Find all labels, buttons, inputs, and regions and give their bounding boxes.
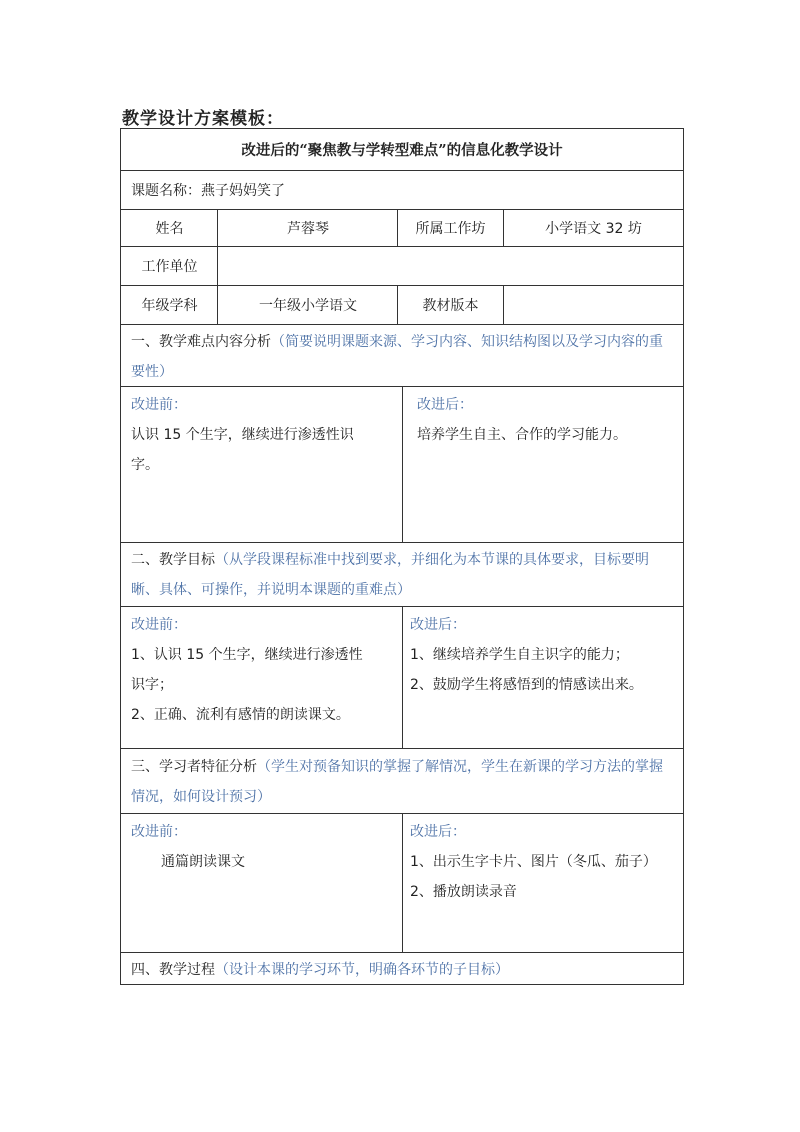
unit-row <box>120 246 684 286</box>
section-2-heading: 二、教学目标 <box>131 552 215 568</box>
table-title-row <box>120 128 684 171</box>
unit-label: 工作单位 <box>141 259 198 275</box>
grade-label: 年级学科 <box>141 298 198 314</box>
section-2-before-label: 改进前： <box>131 617 187 633</box>
section-1-before-line: 字。 <box>131 457 159 473</box>
section-1-before-line: 认识 15 个生字，继续进行渗透性识 <box>131 427 354 443</box>
course-row <box>120 170 684 210</box>
section-1-before-label: 改进前： <box>131 397 187 413</box>
course-value: 燕子妈妈笑了 <box>201 183 285 199</box>
grade-row <box>120 285 684 325</box>
section-4-heading-row <box>120 952 684 985</box>
section-2-after-label: 改进后： <box>410 617 466 633</box>
name-label: 姓名 <box>155 221 184 237</box>
section-3-before-line: 通篇朗读课文 <box>161 854 245 870</box>
section-3-before-label: 改进前： <box>131 824 187 840</box>
section-2-before-line: 2、正确、流利有感情的朗读课文。 <box>131 707 350 723</box>
section-3-after-line: 2、播放朗读录音 <box>410 884 517 900</box>
section-3-heading: 三、学习者特征分析 <box>131 759 257 775</box>
section-2-hint: （从学段课程标准中找到要求，并细化为本节课的具体要求，目标要明晰、具体、可操作，并说明本课题的重难点） <box>131 552 649 598</box>
edition-value <box>504 286 683 324</box>
section-1-body-row <box>120 386 684 543</box>
section-2-after-line: 1、继续培养学生自主识字的能力； <box>410 647 629 663</box>
workshop-value: 小学语文 32 坊 <box>545 221 642 237</box>
section-3-after-line: 1、出示生字卡片、图片（冬瓜、茄子） <box>410 854 657 870</box>
course-label: 课题名称： <box>131 183 201 199</box>
name-value: 芦蓉琴 <box>287 221 329 237</box>
grade-value: 一年级小学语文 <box>259 298 357 314</box>
section-3-hint: （学生对预备知识的掌握了解情况，学生在新课的学习方法的掌握情况，如何设计预习） <box>131 759 663 805</box>
section-3-body-row <box>120 813 684 953</box>
section-2-heading-row <box>120 542 684 607</box>
section-3-after-label: 改进后： <box>410 824 466 840</box>
unit-value <box>218 247 683 285</box>
section-1-hint: （简要说明课题来源、学习内容、知识结构图以及学习内容的重要性） <box>131 334 663 380</box>
section-1-after-line: 培养学生自主、合作的学习能力。 <box>417 427 627 443</box>
name-row <box>120 209 684 247</box>
table-title: 改进后的“聚焦教与学转型难点”的信息化教学设计 <box>241 142 563 159</box>
section-1-heading-row <box>120 324 684 387</box>
section-2-before-line: 识字； <box>131 677 173 693</box>
section-2-body-row <box>120 606 684 749</box>
section-2-after-line: 2、鼓励学生将感悟到的情感读出来。 <box>410 677 643 693</box>
section-4-heading: 四、教学过程 <box>131 961 215 978</box>
section-1-heading: 一、教学难点内容分析 <box>131 334 271 350</box>
workshop-label: 所属工作坊 <box>415 221 486 237</box>
section-2-before-line: 1、认识 15 个生字，继续进行渗透性 <box>131 647 363 663</box>
section-1-after-label: 改进后： <box>417 397 473 413</box>
document-title: 教学设计方案模板： <box>122 109 284 129</box>
edition-label: 教材版本 <box>422 298 479 314</box>
section-3-heading-row <box>120 748 684 814</box>
section-4-hint: （设计本课的学习环节，明确各环节的子目标） <box>215 961 509 978</box>
